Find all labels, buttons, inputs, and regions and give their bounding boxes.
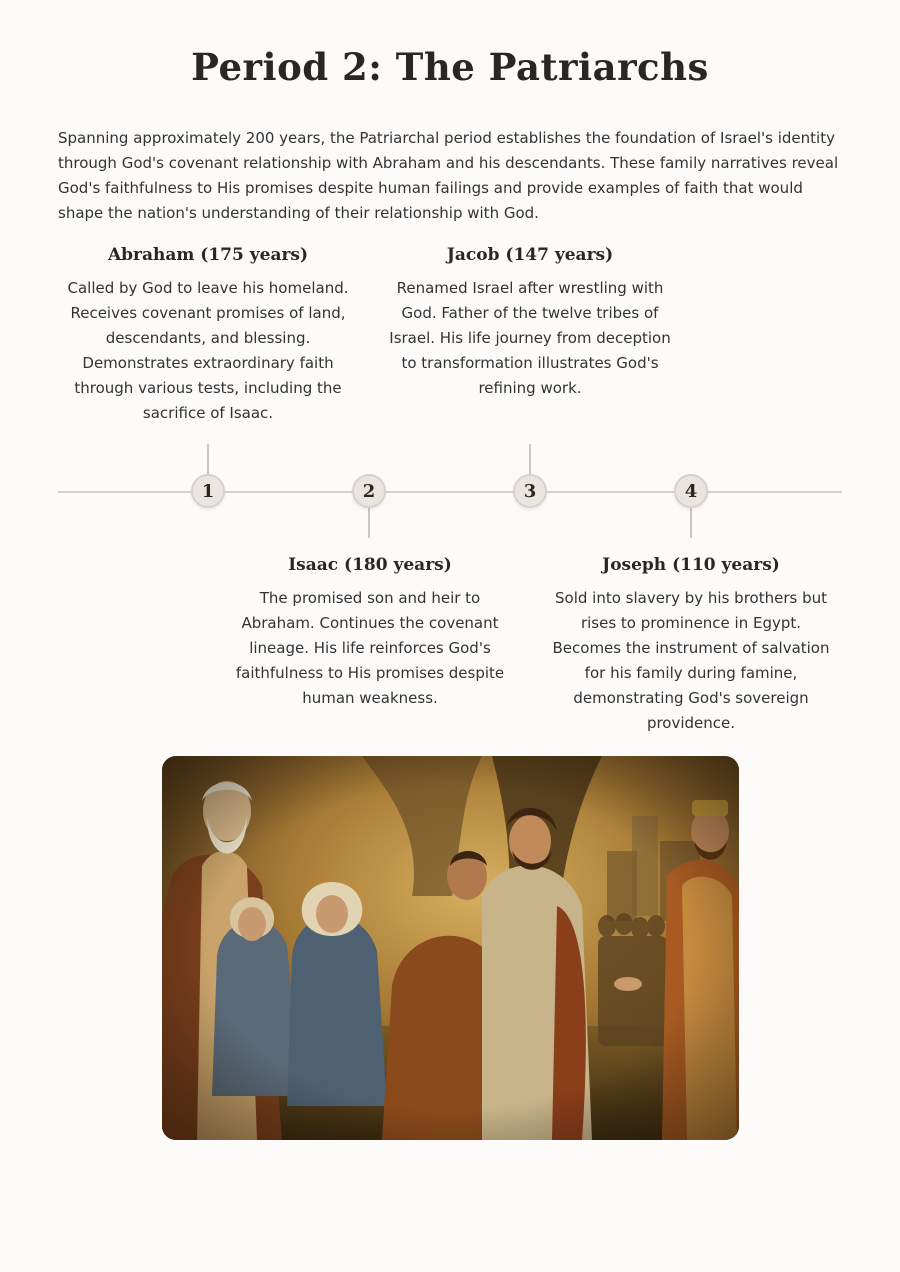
timeline-node-3: 3 — [513, 474, 547, 508]
event-title: Joseph (110 years) — [602, 555, 780, 575]
timeline-connector — [368, 506, 370, 538]
timeline-connector — [690, 506, 692, 538]
event-jacob — [385, 245, 675, 401]
event-description: Called by God to leave his homeland. Receives covenant promises of land, descendants, and blessing. Demonstrates extraordinary faith through various tests, including the sacrifice of Isaac. — [67, 279, 349, 422]
timeline-node-4: 4 — [674, 474, 708, 508]
patriarchs-painting — [162, 756, 739, 1140]
event-title: Abraham (175 years) — [107, 245, 309, 265]
event-description: The promised son and heir to Abraham. Continues the covenant lineage. His life reinforces God's faithfulness to His promises despite human weakness. — [235, 589, 505, 707]
timeline-node-1: 1 — [191, 474, 225, 508]
event-description: Renamed Israel after wrestling with God. Father of the twelve tribes of Israel. His life journey from deception to transformation illustrates God's refining work. — [389, 279, 671, 397]
timeline-node-2: 2 — [352, 474, 386, 508]
event-title: Isaac (180 years) — [288, 555, 452, 575]
event-abraham — [63, 245, 353, 426]
intro-paragraph: Spanning approximately 200 years, the Patriarchal period establishes the foundation of Israel's identity through God's covenant relationship with Abraham and his descendants. These family narratives reveal God's faithfulness to His promises despite human failings and provide examples of faith that would shape the nation's understanding of their relationship with God. — [58, 129, 839, 222]
event-title: Jacob (147 years) — [446, 245, 614, 265]
page-title: Period 2: The Patriarchs — [191, 45, 709, 89]
timeline-connector — [529, 444, 531, 476]
timeline-connector — [207, 444, 209, 476]
event-isaac — [225, 555, 515, 711]
event-joseph — [546, 555, 836, 736]
event-description: Sold into slavery by his brothers but rises to prominence in Egypt. Becomes the instrument of salvation for his family during famine, demonstrating God's sovereign providence. — [552, 589, 830, 732]
timeline-line — [58, 491, 842, 493]
